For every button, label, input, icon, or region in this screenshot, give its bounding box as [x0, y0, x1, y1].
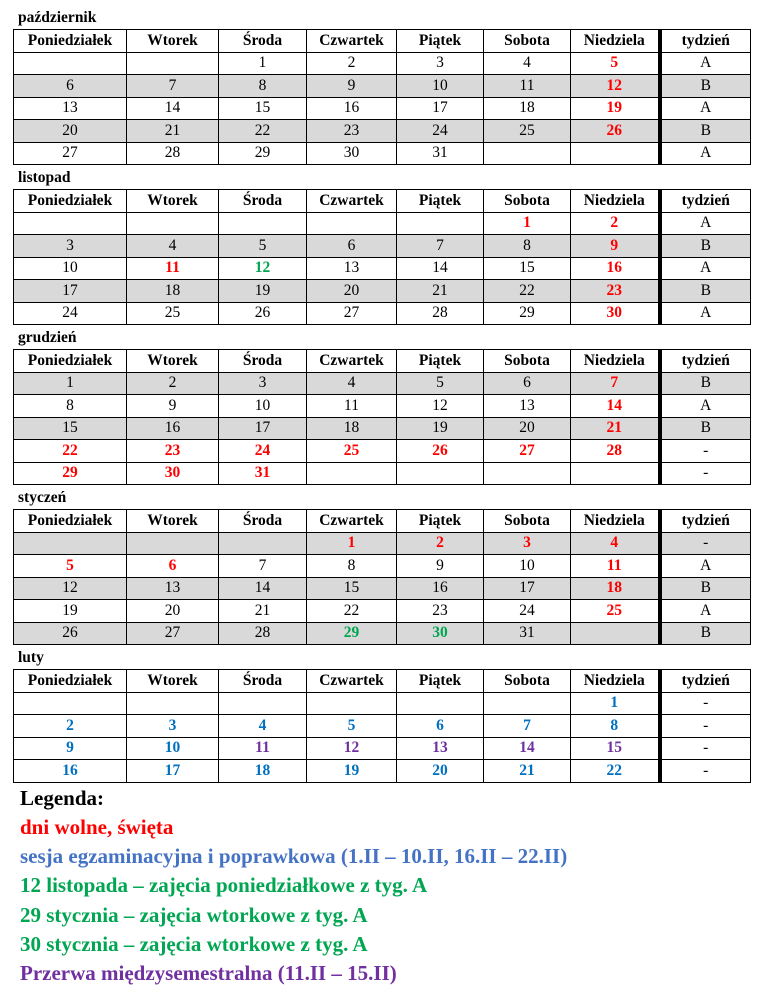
column-header: Sobota [484, 350, 571, 373]
header-row [14, 30, 751, 53]
day-cell: 21 [397, 280, 484, 303]
day-cell [14, 692, 127, 715]
day-cell: 4 [127, 235, 219, 258]
week-row [14, 532, 751, 555]
day-cell: 10 [127, 737, 219, 760]
column-header: tydzień [660, 30, 751, 53]
day-cell: 8 [484, 235, 571, 258]
column-header: Wtorek [127, 670, 219, 693]
day-cell: 27 [484, 440, 571, 463]
day-cell: 18 [307, 417, 397, 440]
day-cell: 16 [307, 97, 397, 120]
day-cell: 8 [307, 555, 397, 578]
week-row [14, 600, 751, 623]
day-cell: 13 [397, 737, 484, 760]
day-cell [14, 532, 127, 555]
legend-lines [20, 813, 567, 988]
day-cell: 27 [14, 142, 127, 165]
column-header: Czwartek [307, 30, 397, 53]
day-cell: 30 [397, 622, 484, 645]
column-header: Piątek [397, 670, 484, 693]
week-row [14, 622, 751, 645]
day-cell: 11 [127, 257, 219, 280]
week-type-cell: B [660, 372, 751, 395]
day-cell: 16 [397, 577, 484, 600]
week-row [14, 555, 751, 578]
day-cell: 26 [14, 622, 127, 645]
day-cell: 16 [127, 417, 219, 440]
week-type-cell: A [660, 212, 751, 235]
day-cell: 31 [484, 622, 571, 645]
column-header: Wtorek [127, 510, 219, 533]
column-header: tydzień [660, 510, 751, 533]
day-cell: 22 [14, 440, 127, 463]
day-cell: 1 [571, 692, 660, 715]
month-title: grudzień [18, 329, 77, 346]
day-cell: 15 [14, 417, 127, 440]
day-cell: 3 [397, 52, 484, 75]
week-type-cell: B [660, 120, 751, 143]
column-header: Poniedziałek [14, 350, 127, 373]
day-cell: 20 [14, 120, 127, 143]
week-row [14, 75, 751, 98]
day-cell [571, 462, 660, 485]
month-table [13, 29, 751, 165]
day-cell [307, 692, 397, 715]
month-title: luty [18, 649, 44, 666]
day-cell: 21 [219, 600, 307, 623]
day-cell: 13 [14, 97, 127, 120]
day-cell: 4 [219, 715, 307, 738]
day-cell [219, 212, 307, 235]
day-cell: 26 [219, 302, 307, 325]
day-cell: 25 [307, 440, 397, 463]
month-title: listopad [18, 169, 71, 186]
day-cell: 24 [14, 302, 127, 325]
day-cell: 4 [307, 372, 397, 395]
day-cell [127, 532, 219, 555]
day-cell: 24 [219, 440, 307, 463]
day-cell: 20 [127, 600, 219, 623]
week-row [14, 120, 751, 143]
header-row [14, 190, 751, 213]
day-cell: 3 [14, 235, 127, 258]
day-cell: 14 [484, 737, 571, 760]
day-cell [127, 692, 219, 715]
day-cell: 29 [14, 462, 127, 485]
week-row [14, 737, 751, 760]
day-cell [307, 462, 397, 485]
day-cell: 10 [397, 75, 484, 98]
day-cell: 11 [219, 737, 307, 760]
day-cell: 22 [219, 120, 307, 143]
day-cell [397, 692, 484, 715]
day-cell [484, 692, 571, 715]
day-cell: 13 [127, 577, 219, 600]
calendar [13, 5, 750, 783]
day-cell: 28 [571, 440, 660, 463]
week-type-cell: A [660, 52, 751, 75]
month-table [13, 669, 751, 783]
day-cell: 31 [397, 142, 484, 165]
day-cell: 24 [397, 120, 484, 143]
day-cell: 19 [307, 760, 397, 783]
legend-line: dni wolne, święta [20, 815, 174, 839]
day-cell: 23 [397, 600, 484, 623]
week-type-cell: B [660, 235, 751, 258]
day-cell: 11 [307, 395, 397, 418]
day-cell: 18 [219, 760, 307, 783]
day-cell: 5 [14, 555, 127, 578]
month-table [13, 509, 751, 645]
day-cell: 6 [484, 372, 571, 395]
month-title: styczeń [18, 489, 67, 506]
month-block [13, 485, 750, 645]
month-table [13, 349, 751, 485]
column-header: Sobota [484, 30, 571, 53]
week-type-cell: A [660, 142, 751, 165]
day-cell: 13 [484, 395, 571, 418]
week-row [14, 97, 751, 120]
day-cell: 19 [219, 280, 307, 303]
day-cell: 9 [397, 555, 484, 578]
day-cell: 2 [571, 212, 660, 235]
day-cell: 29 [219, 142, 307, 165]
day-cell: 15 [307, 577, 397, 600]
day-cell: 1 [307, 532, 397, 555]
day-cell: 30 [307, 142, 397, 165]
week-type-cell: B [660, 417, 751, 440]
day-cell: 5 [397, 372, 484, 395]
day-cell: 28 [219, 622, 307, 645]
day-cell: 26 [571, 120, 660, 143]
day-cell: 18 [127, 280, 219, 303]
day-cell: 17 [219, 417, 307, 440]
day-cell: 7 [484, 715, 571, 738]
day-cell: 26 [397, 440, 484, 463]
week-type-cell: A [660, 302, 751, 325]
day-cell: 8 [571, 715, 660, 738]
week-row [14, 395, 751, 418]
day-cell: 20 [484, 417, 571, 440]
column-header: Poniedziałek [14, 510, 127, 533]
day-cell: 2 [127, 372, 219, 395]
week-row [14, 692, 751, 715]
day-cell: 17 [14, 280, 127, 303]
day-cell: 12 [397, 395, 484, 418]
day-cell: 1 [14, 372, 127, 395]
day-cell: 6 [307, 235, 397, 258]
column-header: Środa [219, 30, 307, 53]
month-table [13, 189, 751, 325]
day-cell: 28 [127, 142, 219, 165]
day-cell: 22 [571, 760, 660, 783]
day-cell: 3 [484, 532, 571, 555]
day-cell: 21 [571, 417, 660, 440]
column-header: Środa [219, 350, 307, 373]
week-type-cell: A [660, 97, 751, 120]
day-cell: 30 [571, 302, 660, 325]
column-header: Wtorek [127, 30, 219, 53]
day-cell: 16 [14, 760, 127, 783]
day-cell [571, 622, 660, 645]
column-header: Czwartek [307, 190, 397, 213]
week-type-cell: - [660, 532, 751, 555]
day-cell: 29 [484, 302, 571, 325]
day-cell: 22 [484, 280, 571, 303]
day-cell: 19 [397, 417, 484, 440]
day-cell: 19 [571, 97, 660, 120]
week-type-cell: - [660, 715, 751, 738]
day-cell: 18 [484, 97, 571, 120]
day-cell: 17 [397, 97, 484, 120]
month-title: październik [18, 9, 97, 26]
day-cell: 9 [307, 75, 397, 98]
day-cell: 25 [484, 120, 571, 143]
week-row [14, 212, 751, 235]
week-row [14, 760, 751, 783]
day-cell: 7 [127, 75, 219, 98]
column-header: Wtorek [127, 190, 219, 213]
day-cell: 10 [14, 257, 127, 280]
day-cell: 7 [219, 555, 307, 578]
day-cell: 9 [127, 395, 219, 418]
day-cell: 11 [571, 555, 660, 578]
month-block [13, 5, 750, 165]
week-type-cell: - [660, 692, 751, 715]
day-cell: 11 [484, 75, 571, 98]
column-header: Środa [219, 190, 307, 213]
day-cell: 14 [219, 577, 307, 600]
day-cell [397, 462, 484, 485]
day-cell [14, 212, 127, 235]
week-type-cell: B [660, 622, 751, 645]
day-cell: 9 [14, 737, 127, 760]
legend [20, 784, 567, 988]
day-cell: 21 [484, 760, 571, 783]
day-cell: 17 [127, 760, 219, 783]
day-cell: 20 [397, 760, 484, 783]
legend-line: Przerwa międzysemestralna (11.II – 15.II) [20, 961, 397, 986]
day-cell [307, 212, 397, 235]
week-type-cell: B [660, 75, 751, 98]
legend-line: 30 stycznia – zajęcia wtorkowe z tyg. A [20, 931, 368, 956]
week-row [14, 462, 751, 485]
day-cell: 6 [397, 715, 484, 738]
column-header: Piątek [397, 30, 484, 53]
header-row [14, 510, 751, 533]
week-row [14, 257, 751, 280]
column-header: tydzień [660, 670, 751, 693]
column-header: Wtorek [127, 350, 219, 373]
day-cell: 22 [307, 600, 397, 623]
day-cell: 7 [571, 372, 660, 395]
day-cell: 2 [307, 52, 397, 75]
header-row [14, 350, 751, 373]
day-cell: 27 [127, 622, 219, 645]
column-header: Poniedziałek [14, 670, 127, 693]
day-cell [397, 212, 484, 235]
day-cell: 23 [127, 440, 219, 463]
week-type-cell: B [660, 280, 751, 303]
day-cell: 12 [571, 75, 660, 98]
column-header: tydzień [660, 190, 751, 213]
week-type-cell: A [660, 555, 751, 578]
day-cell: 25 [571, 600, 660, 623]
day-cell: 23 [571, 280, 660, 303]
day-cell: 12 [307, 737, 397, 760]
day-cell: 18 [571, 577, 660, 600]
week-type-cell: B [660, 577, 751, 600]
day-cell: 4 [571, 532, 660, 555]
column-header: Niedziela [571, 350, 660, 373]
day-cell [484, 462, 571, 485]
day-cell: 1 [219, 52, 307, 75]
day-cell: 29 [307, 622, 397, 645]
day-cell: 6 [127, 555, 219, 578]
week-row [14, 577, 751, 600]
week-row [14, 302, 751, 325]
day-cell: 14 [397, 257, 484, 280]
day-cell: 28 [397, 302, 484, 325]
legend-line: 29 stycznia – zajęcia wtorkowe z tyg. A [20, 902, 368, 927]
column-header: tydzień [660, 350, 751, 373]
week-row [14, 372, 751, 395]
month-block [13, 165, 750, 325]
day-cell: 25 [127, 302, 219, 325]
week-type-cell: - [660, 760, 751, 783]
day-cell: 17 [484, 577, 571, 600]
week-type-cell: A [660, 257, 751, 280]
day-cell: 8 [219, 75, 307, 98]
day-cell: 27 [307, 302, 397, 325]
day-cell: 9 [571, 235, 660, 258]
day-cell: 21 [127, 120, 219, 143]
column-header: Piątek [397, 190, 484, 213]
column-header: Niedziela [571, 670, 660, 693]
day-cell: 2 [397, 532, 484, 555]
week-row [14, 440, 751, 463]
day-cell: 2 [14, 715, 127, 738]
day-cell: 15 [219, 97, 307, 120]
day-cell: 12 [219, 257, 307, 280]
week-type-cell: A [660, 600, 751, 623]
column-header: Czwartek [307, 670, 397, 693]
day-cell [484, 142, 571, 165]
legend-title: Legenda: [20, 786, 104, 810]
day-cell: 14 [571, 395, 660, 418]
day-cell: 4 [484, 52, 571, 75]
month-block [13, 325, 750, 485]
day-cell [127, 52, 219, 75]
day-cell: 15 [484, 257, 571, 280]
column-header: Czwartek [307, 510, 397, 533]
week-row [14, 417, 751, 440]
day-cell: 3 [219, 372, 307, 395]
column-header: Niedziela [571, 30, 660, 53]
day-cell: 30 [127, 462, 219, 485]
day-cell: 20 [307, 280, 397, 303]
week-row [14, 715, 751, 738]
column-header: Czwartek [307, 350, 397, 373]
day-cell: 6 [14, 75, 127, 98]
week-type-cell: A [660, 395, 751, 418]
column-header: Środa [219, 670, 307, 693]
week-row [14, 235, 751, 258]
day-cell: 10 [219, 395, 307, 418]
day-cell [219, 532, 307, 555]
day-cell: 8 [14, 395, 127, 418]
day-cell: 31 [219, 462, 307, 485]
week-type-cell: - [660, 440, 751, 463]
week-type-cell: - [660, 462, 751, 485]
day-cell: 23 [307, 120, 397, 143]
day-cell: 14 [127, 97, 219, 120]
day-cell [571, 142, 660, 165]
day-cell: 5 [307, 715, 397, 738]
column-header: Poniedziałek [14, 30, 127, 53]
day-cell: 5 [571, 52, 660, 75]
day-cell: 13 [307, 257, 397, 280]
day-cell: 12 [14, 577, 127, 600]
day-cell: 5 [219, 235, 307, 258]
day-cell [219, 692, 307, 715]
day-cell: 1 [484, 212, 571, 235]
month-block [13, 645, 750, 783]
column-header: Niedziela [571, 190, 660, 213]
legend-line: sesja egzaminacyjna i poprawkowa (1.II – 10.II, 16.II – 22.II) [20, 844, 568, 869]
day-cell: 15 [571, 737, 660, 760]
week-row [14, 142, 751, 165]
column-header: Środa [219, 510, 307, 533]
day-cell: 16 [571, 257, 660, 280]
column-header: Piątek [397, 510, 484, 533]
day-cell [14, 52, 127, 75]
column-header: Poniedziałek [14, 190, 127, 213]
column-header: Sobota [484, 670, 571, 693]
week-type-cell: - [660, 737, 751, 760]
day-cell [127, 212, 219, 235]
column-header: Sobota [484, 510, 571, 533]
week-row [14, 52, 751, 75]
day-cell: 7 [397, 235, 484, 258]
day-cell: 24 [484, 600, 571, 623]
column-header: Piątek [397, 350, 484, 373]
column-header: Niedziela [571, 510, 660, 533]
column-header: Sobota [484, 190, 571, 213]
header-row [14, 670, 751, 693]
day-cell: 3 [127, 715, 219, 738]
legend-line: 12 listopada – zajęcia poniedziałkowe z tyg. A [20, 873, 428, 898]
day-cell: 19 [14, 600, 127, 623]
week-row [14, 280, 751, 303]
day-cell: 10 [484, 555, 571, 578]
